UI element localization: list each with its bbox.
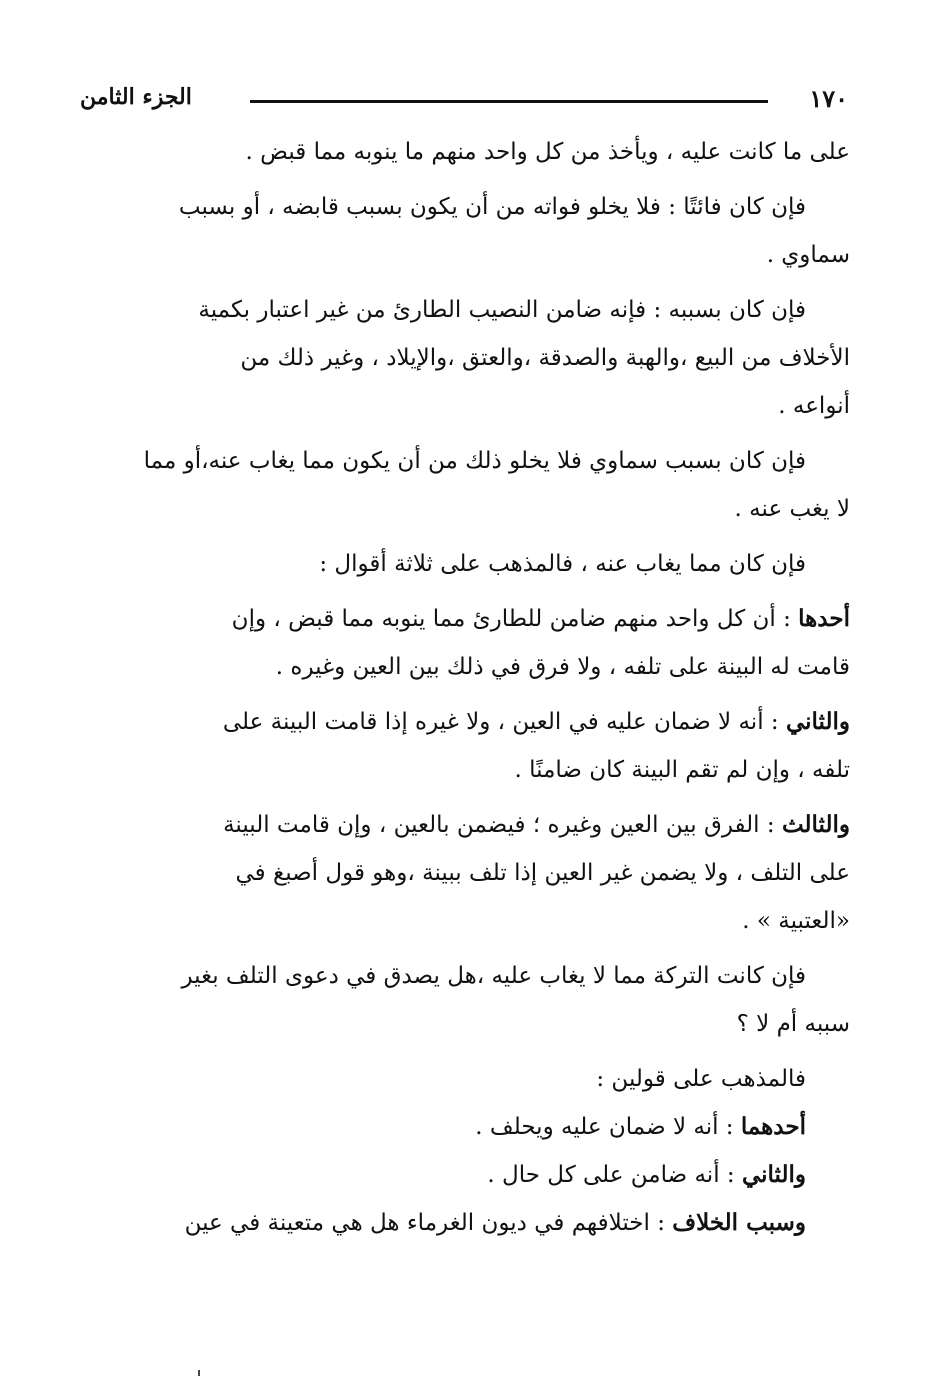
opinion-text: : أنه ضامن على كل حال . [487,1162,742,1188]
text-line: فإن كان بسببه : فإنه ضامن النصيب الطارئ من غير اعتبار بكمية [198,297,806,323]
page-number: ١٧٠ [809,84,848,113]
opinion-text: : اختلافهم في ديون الغرماء هل هي متعينة في عين [184,1210,673,1236]
page-body [82,128,850,1247]
text-line: الأخلاف من البيع ،والهبة والصدقة ،والعتق ،والإيلاد ، وغير ذلك من [240,345,850,371]
header-rule [250,100,768,103]
text-line [82,595,850,643]
text-line: فإن كان بسبب سماوي فلا يخلو ذلك من أن يكون مما يغاب عنه،أو مما [143,448,806,474]
text-line: سماوي . [766,242,850,268]
text-line: فالمذهب على قولين : [596,1066,806,1092]
opinion-text: : الفرق بين العين وغيره ؛ فيضمن بالعين ، وإن قامت البينة [223,812,782,838]
text-line: فإن كان فائتًا : فلا يخلو فواته من أن يكون بسبب قابضه ، أو بسبب [178,194,806,220]
opinion-text: : أن كل واحد منهم ضامن للطارئ مما ينوبه مما قبض ، وإن [231,606,799,632]
text-line [82,698,850,746]
text-line [82,801,850,849]
opinion-text: : أنه لا ضمان عليه ويحلف . [475,1114,741,1140]
text-line: «العتبية » . [742,908,850,934]
text-line [82,1151,850,1199]
text-line [82,1199,850,1247]
text-line: لا يغب عنه . [734,496,850,522]
opinion-lead: والثالث [781,811,850,838]
scan-speck [198,1370,200,1376]
text-line: فإن كان مما يغاب عنه ، فالمذهب على ثلاثة أقوال : [319,551,806,577]
text-line: على ما كانت عليه ، ويأخذ من كل واحد منهم ما ينوبه مما قبض . [245,139,850,165]
text-line: سببه أم لا ؟ [736,1011,850,1037]
text-line [82,1103,850,1151]
text-line: على التلف ، ولا يضمن غير العين إذا تلف ببينة ،وهو قول أصبغ في [235,860,850,886]
text-line: أنواعه . [778,393,850,419]
opinion-lead: وسبب الخلاف [672,1209,806,1236]
running-head: الجزء الثامن [80,84,192,110]
page-header [80,78,848,118]
text-line: فإن كانت التركة مما لا يغاب عليه ،هل يصدق في دعوى التلف بغير [181,963,806,989]
opinion-text: : أنه لا ضمان عليه في العين ، ولا غيره إذا قامت البينة على [222,709,786,735]
opinion-lead: والثاني [741,1161,806,1188]
text-line: تلفه ، وإن لم تقم البينة كان ضامنًا . [514,757,850,783]
opinion-lead: أحدهما [740,1113,806,1140]
text-line: قامت له البينة على تلفه ، ولا فرق في ذلك بين العين وغيره . [275,654,850,680]
opinion-lead: أحدها [798,605,850,632]
opinion-lead: والثاني [785,708,850,735]
